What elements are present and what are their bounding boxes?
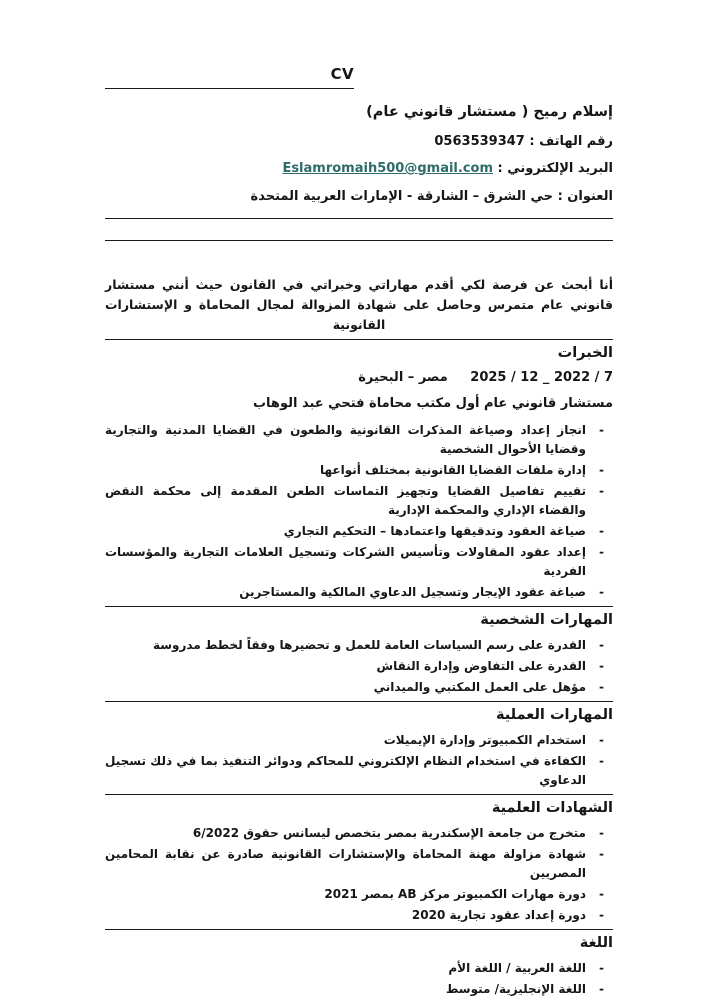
bullet-item <box>105 959 613 978</box>
bullet-item <box>105 636 613 655</box>
bullet-dash-icon: - <box>599 423 604 437</box>
section-practical-skills <box>105 701 613 790</box>
experience-date-range: 7 / 2022 _ 12 / 2025 <box>470 370 613 385</box>
section-heading-personal-skills: المهارات الشخصية <box>480 612 613 628</box>
bullet-dash-icon: - <box>599 484 604 498</box>
section-experience <box>105 339 613 602</box>
bullet-text: تقييم تفاصيل القضايا وتجهيز التماسات الطعن المقدمة إلى محكمة النقض والقضاء الإداري والمحكمة الإدارية <box>105 484 586 517</box>
bullet-dash-icon: - <box>599 733 604 747</box>
bullet-item <box>105 522 613 541</box>
bullet-text: إدارة ملفات القضايا القانونية بمختلف أنواعها <box>319 463 586 477</box>
bullet-text: اللغة الإنجليزية/ متوسط <box>445 982 586 996</box>
bullet-dash-icon: - <box>599 463 604 477</box>
bullet-dash-icon: - <box>599 908 604 922</box>
bullet-text: دورة إعداد عقود تجارية 2020 <box>411 908 586 922</box>
bullet-text: الكفاءة في استخدام النظام الإلكتروني للمحاكم ودوائر التنفيذ بما في ذلك تسجيل الدعاوي <box>105 754 586 787</box>
phone-line <box>105 133 613 151</box>
experience-bullets <box>105 421 613 602</box>
bullet-dash-icon: - <box>599 524 604 538</box>
phone-number: 0563539347 <box>434 134 525 149</box>
section-heading-certificates: الشهادات العلمية <box>491 800 613 816</box>
language-bullets <box>105 959 613 999</box>
experience-location: مصر – البحيرة <box>358 370 448 385</box>
bullet-text: متخرج من جامعة الإسكندرية بمصر بتخصص ليسانس حقوق 6/2022 <box>192 826 586 840</box>
email-line <box>105 160 613 178</box>
bullet-item <box>105 885 613 904</box>
bullet-text: اللغة العربية / اللغة الأم <box>448 961 586 975</box>
bullet-dash-icon: - <box>599 680 604 694</box>
bullet-text: صياغة عقود الإيجار وتسجيل الدعاوي المالكية والمستاجرين <box>239 585 586 599</box>
bullet-text: إعداد عقود المقاولات وتأسيس الشركات وتسجيل العلامات التجارية والمؤسسات الفردية <box>105 545 586 578</box>
bullet-text: دورة مهارات الكمبيوتر مركز AB بمصر 2021 <box>324 887 586 901</box>
bullet-item <box>105 906 613 925</box>
section-certificates <box>105 794 613 925</box>
contact-block <box>105 102 613 206</box>
bullet-dash-icon: - <box>599 887 604 901</box>
experience-meta <box>105 369 613 387</box>
bullet-item <box>105 752 613 790</box>
bullet-item <box>105 845 613 883</box>
bullet-item <box>105 731 613 750</box>
bullet-text: القدرة على التفاوض وإدارة النقاش <box>376 659 586 673</box>
bullet-dash-icon: - <box>599 847 604 861</box>
section-divider <box>105 240 613 241</box>
practical-skills-bullets <box>105 731 613 790</box>
section-language <box>105 929 613 999</box>
candidate-name: إسلام رميح ( مستشار قانوني عام) <box>366 104 613 120</box>
bullet-item <box>105 657 613 676</box>
bullet-text: مؤهل على العمل المكتبي والميداني <box>373 680 586 694</box>
section-divider <box>105 218 613 219</box>
bullet-dash-icon: - <box>599 638 604 652</box>
job-title: مستشار قانوني عام أول مكتب محاماة فتحي عبد الوهاب <box>252 396 613 411</box>
bullet-text: شهادة مزاولة مهنة المحاماة والإستشارات القانونية صادرة عن نقابة المحامين المصريين <box>105 847 586 880</box>
bullet-item <box>105 678 613 697</box>
cv-title-underline <box>105 64 354 89</box>
bullet-text: انجاز إعداد وصياغة المذكرات القانونية والطعون في القضايا المدنية والتجارية وقضايا الأحوال الشخصية <box>105 423 586 456</box>
section-heading-experience: الخبرات <box>557 345 613 361</box>
section-heading-practical-skills: المهارات العملية <box>495 707 613 723</box>
personal-skills-bullets <box>105 636 613 697</box>
bullet-item <box>105 583 613 602</box>
bullet-text: القدرة على رسم السياسات العامة للعمل و تحضيرها وفقاً لخطط مدروسة <box>152 638 586 652</box>
bullet-dash-icon: - <box>599 826 604 840</box>
bullet-dash-icon: - <box>599 961 604 975</box>
bullet-item <box>105 461 613 480</box>
bullet-item <box>105 421 613 459</box>
bullet-item <box>105 824 613 843</box>
document-title: CV <box>330 65 354 83</box>
bullet-dash-icon: - <box>599 585 604 599</box>
phone-label: رقم الهاتف : <box>529 134 613 149</box>
bullet-dash-icon: - <box>599 659 604 673</box>
address-label: العنوان : <box>557 189 613 204</box>
bullet-dash-icon: - <box>599 754 604 768</box>
bullet-item <box>105 980 613 999</box>
bullet-dash-icon: - <box>599 545 604 559</box>
bullet-text: استخدام الكمبيوتر وإدارة الإيميلات <box>383 733 586 747</box>
bullet-text: صياغة العقود وتدقيقها واعتمادها – التحكيم التجاري <box>283 524 586 538</box>
section-personal-skills <box>105 606 613 697</box>
email-label: البريد الإلكتروني : <box>497 161 613 176</box>
address-value: حي الشرق – الشارقة - الإمارات العربية المتحدة <box>250 189 554 204</box>
section-heading-language: اللغة <box>579 935 613 951</box>
certificates-bullets <box>105 824 613 925</box>
bullet-dash-icon: - <box>599 982 604 996</box>
email-link[interactable]: Eslamromaih500@gmail.com <box>282 161 493 176</box>
bullet-item <box>105 482 613 520</box>
address-line <box>105 188 613 206</box>
profile-summary: أنا أبحث عن فرصة لكي أقدم مهاراتي وخبراتي في القانون حيث أنني مستشار قانوني عام متمرس وحاصل على شهادة المزوالة لمجال المحاماة و الإستشارات القانونية <box>105 277 613 332</box>
bullet-item <box>105 543 613 581</box>
